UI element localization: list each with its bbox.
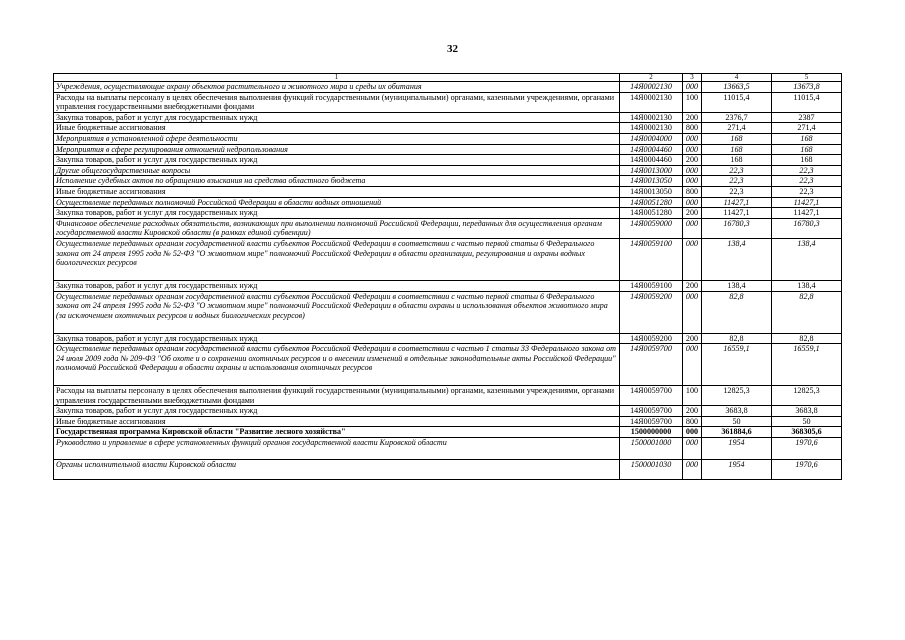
expense-type-cell: 000	[683, 144, 702, 155]
budget-table	[53, 73, 842, 480]
amount-year2-cell: 11427,1	[772, 197, 842, 208]
expense-name-cell: Расходы на выплаты персоналу в целях обеспечения выполнения функций государственными (муниципальными) органами, казенными учреждениями, органами управления государственными внебюджетными фондами	[54, 92, 620, 112]
expense-type-cell: 200	[683, 155, 702, 166]
amount-year1-cell: 11427,1	[702, 197, 772, 208]
expense-type-cell: 000	[683, 238, 702, 280]
expense-type-cell: 200	[683, 406, 702, 417]
expense-type-cell: 800	[683, 416, 702, 427]
amount-year1-cell: 1954	[702, 460, 772, 480]
expense-name-cell: Мероприятия в установленной сфере деятельности	[54, 133, 620, 144]
amount-year1-cell: 22,3	[702, 176, 772, 187]
amount-year1-cell: 2376,7	[702, 112, 772, 123]
table-row	[54, 427, 842, 438]
expense-type-cell: 100	[683, 92, 702, 112]
table-row	[54, 92, 842, 112]
expense-type-cell: 000	[683, 82, 702, 93]
table-header-row	[54, 74, 842, 82]
amount-year1-cell: 50	[702, 416, 772, 427]
amount-year2-cell: 16559,1	[772, 344, 842, 386]
target-code-cell: 14Я0004460	[620, 155, 683, 166]
amount-year2-cell: 2387	[772, 112, 842, 123]
amount-year2-cell: 3683,8	[772, 406, 842, 417]
expense-name-cell: Финансовое обеспечение расходных обязательств, возникающих при выполнении полномочий Российской Федерации, переданных для осуществления органам государственной власти Кировской области (в рамках единой субвенции)	[54, 218, 620, 238]
header-cell: 2	[620, 74, 683, 82]
amount-year1-cell: 168	[702, 155, 772, 166]
expense-type-cell: 000	[683, 176, 702, 187]
table-row	[54, 133, 842, 144]
target-code-cell: 14Я0013050	[620, 176, 683, 187]
expense-name-cell: Иные бюджетные ассигнования	[54, 186, 620, 197]
target-code-cell: 14Я0051280	[620, 197, 683, 208]
target-code-cell: 14Я0059700	[620, 386, 683, 406]
amount-year2-cell: 22,3	[772, 165, 842, 176]
amount-year1-cell: 22,3	[702, 186, 772, 197]
expense-name-cell: Государственная программа Кировской области "Развитие лесного хозяйства"	[54, 427, 620, 438]
amount-year1-cell: 11427,1	[702, 208, 772, 219]
amount-year2-cell: 368305,6	[772, 427, 842, 438]
table-row	[54, 238, 842, 280]
target-code-cell: 14Я0002130	[620, 123, 683, 134]
amount-year2-cell: 138,4	[772, 280, 842, 291]
expense-type-cell: 800	[683, 186, 702, 197]
table-row	[54, 123, 842, 134]
amount-year1-cell: 22,3	[702, 165, 772, 176]
expense-name-cell: Закупка товаров, работ и услуг для государственных нужд	[54, 155, 620, 166]
expense-name-cell: Осуществление переданных органам государственной власти субъектов Российской Федерации в соответствии с частью 1 статьи 33 Федерального закона от 24 июля 2009 года № 209-ФЗ "Об охоте и о сохранении охотничьих ресурсов и о внесении изменений в отдельные законодательные акты Российской Федерации" полномочий Российской Федерации в области охраны и использования охотничьих ресурсов	[54, 344, 620, 386]
expense-type-cell: 200	[683, 333, 702, 344]
table-row	[54, 386, 842, 406]
amount-year1-cell: 12825,3	[702, 386, 772, 406]
amount-year2-cell: 82,8	[772, 291, 842, 333]
amount-year2-cell: 22,3	[772, 186, 842, 197]
expense-name-cell: Иные бюджетные ассигнования	[54, 416, 620, 427]
amount-year2-cell: 16780,3	[772, 218, 842, 238]
amount-year2-cell: 1970,6	[772, 460, 842, 480]
target-code-cell: 14Я0002130	[620, 82, 683, 93]
expense-type-cell: 000	[683, 438, 702, 460]
target-code-cell: 1500000000	[620, 427, 683, 438]
amount-year2-cell: 168	[772, 155, 842, 166]
table-row	[54, 438, 842, 460]
header-cell: 3	[683, 74, 702, 82]
target-code-cell: 14Я0013000	[620, 165, 683, 176]
expense-name-cell: Закупка товаров, работ и услуг для государственных нужд	[54, 208, 620, 219]
amount-year1-cell: 138,4	[702, 238, 772, 280]
table-row	[54, 155, 842, 166]
table-row	[54, 112, 842, 123]
amount-year2-cell: 271,4	[772, 123, 842, 134]
amount-year2-cell: 168	[772, 133, 842, 144]
amount-year2-cell: 22,3	[772, 176, 842, 187]
expense-name-cell: Исполнение судебных актов по обращению взыскания на средства областного бюджета	[54, 176, 620, 187]
target-code-cell: 14Я0002130	[620, 112, 683, 123]
amount-year1-cell: 13663,5	[702, 82, 772, 93]
expense-name-cell: Закупка товаров, работ и услуг для государственных нужд	[54, 406, 620, 417]
amount-year1-cell: 82,8	[702, 333, 772, 344]
expense-type-cell: 200	[683, 112, 702, 123]
expense-type-cell: 200	[683, 280, 702, 291]
amount-year1-cell: 11015,4	[702, 92, 772, 112]
amount-year1-cell: 16559,1	[702, 344, 772, 386]
amount-year1-cell: 168	[702, 144, 772, 155]
amount-year1-cell: 361884,6	[702, 427, 772, 438]
expense-name-cell: Учреждения, осуществляющие охрану объектов растительного и животного мира и среды их обитания	[54, 82, 620, 93]
target-code-cell: 1500001030	[620, 460, 683, 480]
expense-name-cell: Закупка товаров, работ и услуг для государственных нужд	[54, 333, 620, 344]
table-row	[54, 344, 842, 386]
expense-type-cell: 000	[683, 344, 702, 386]
target-code-cell: 14Я0059700	[620, 416, 683, 427]
expense-name-cell: Осуществление переданных полномочий Российской Федерации в области водных отношений	[54, 197, 620, 208]
target-code-cell: 14Я0002130	[620, 92, 683, 112]
target-code-cell: 14Я0059000	[620, 218, 683, 238]
table-row	[54, 186, 842, 197]
amount-year2-cell: 11427,1	[772, 208, 842, 219]
table-row	[54, 280, 842, 291]
amount-year2-cell: 138,4	[772, 238, 842, 280]
amount-year1-cell: 271,4	[702, 123, 772, 134]
amount-year1-cell: 168	[702, 133, 772, 144]
expense-name-cell: Руководство и управление в сфере установленных функций органов государственной власти Кировской области	[54, 438, 620, 460]
expense-type-cell: 000	[683, 133, 702, 144]
expense-type-cell: 800	[683, 123, 702, 134]
page-number: 32	[447, 43, 458, 55]
target-code-cell: 14Я0059200	[620, 291, 683, 333]
expense-name-cell: Мероприятия в сфере регулирования отношений недропользования	[54, 144, 620, 155]
amount-year1-cell: 3683,8	[702, 406, 772, 417]
expense-type-cell: 000	[683, 460, 702, 480]
target-code-cell: 14Я0004460	[620, 144, 683, 155]
amount-year2-cell: 82,8	[772, 333, 842, 344]
amount-year2-cell: 168	[772, 144, 842, 155]
header-cell: 5	[772, 74, 842, 82]
expense-name-cell: Другие общегосударственные вопросы	[54, 165, 620, 176]
table-row	[54, 333, 842, 344]
expense-name-cell: Закупка товаров, работ и услуг для государственных нужд	[54, 112, 620, 123]
expense-type-cell: 000	[683, 427, 702, 438]
header-cell: 1	[54, 74, 620, 82]
table-row	[54, 416, 842, 427]
table-row	[54, 208, 842, 219]
target-code-cell: 14Я0059100	[620, 238, 683, 280]
target-code-cell: 14Я0059100	[620, 280, 683, 291]
amount-year2-cell: 12825,3	[772, 386, 842, 406]
table-row	[54, 165, 842, 176]
amount-year1-cell: 16780,3	[702, 218, 772, 238]
target-code-cell: 14Я0059700	[620, 406, 683, 417]
expense-name-cell: Закупка товаров, работ и услуг для государственных нужд	[54, 280, 620, 291]
target-code-cell: 14Я0004000	[620, 133, 683, 144]
expense-name-cell: Осуществление переданных органам государственной власти субъектов Российской Федерации в соответствии с частью первой статьи 6 Федерального закона от 24 апреля 1995 года № 52-ФЗ "О животном мире" полномочий Российской Федерации в области охраны и использования объектов животного мира (за исключением охотничьих ресурсов и водных биологических ресурсов)	[54, 291, 620, 333]
table-row	[54, 144, 842, 155]
header-cell: 4	[702, 74, 772, 82]
table-row	[54, 82, 842, 93]
expense-name-cell: Расходы на выплаты персоналу в целях обеспечения выполнения функций государственными (муниципальными) органами, казенными учреждениями, органами управления государственными внебюджетными фондами	[54, 386, 620, 406]
expense-type-cell: 200	[683, 208, 702, 219]
target-code-cell: 1500001000	[620, 438, 683, 460]
expense-type-cell: 000	[683, 218, 702, 238]
expense-type-cell: 000	[683, 197, 702, 208]
expense-type-cell: 100	[683, 386, 702, 406]
amount-year2-cell: 1970,6	[772, 438, 842, 460]
table-row	[54, 406, 842, 417]
target-code-cell: 14Я0059700	[620, 344, 683, 386]
table-row	[54, 218, 842, 238]
table-row	[54, 291, 842, 333]
expense-type-cell: 000	[683, 291, 702, 333]
amount-year1-cell: 1954	[702, 438, 772, 460]
target-code-cell: 14Я0051280	[620, 208, 683, 219]
amount-year1-cell: 138,4	[702, 280, 772, 291]
amount-year2-cell: 13673,8	[772, 82, 842, 93]
target-code-cell: 14Я0013050	[620, 186, 683, 197]
expense-type-cell: 000	[683, 165, 702, 176]
table-row	[54, 176, 842, 187]
target-code-cell: 14Я0059200	[620, 333, 683, 344]
expense-name-cell: Осуществление переданных органам государственной власти субъектов Российской Федерации в соответствии с частью первой статьи 6 Федерального закона от 24 апреля 1995 года № 52-ФЗ "О животном мире" полномочий Российской Федерации в области организации, регулирования и охраны водных биологических ресурсов	[54, 238, 620, 280]
expense-name-cell: Органы исполнительной власти Кировской области	[54, 460, 620, 480]
amount-year2-cell: 50	[772, 416, 842, 427]
table-row	[54, 197, 842, 208]
expense-name-cell: Иные бюджетные ассигнования	[54, 123, 620, 134]
table-row	[54, 460, 842, 480]
amount-year2-cell: 11015,4	[772, 92, 842, 112]
amount-year1-cell: 82,8	[702, 291, 772, 333]
